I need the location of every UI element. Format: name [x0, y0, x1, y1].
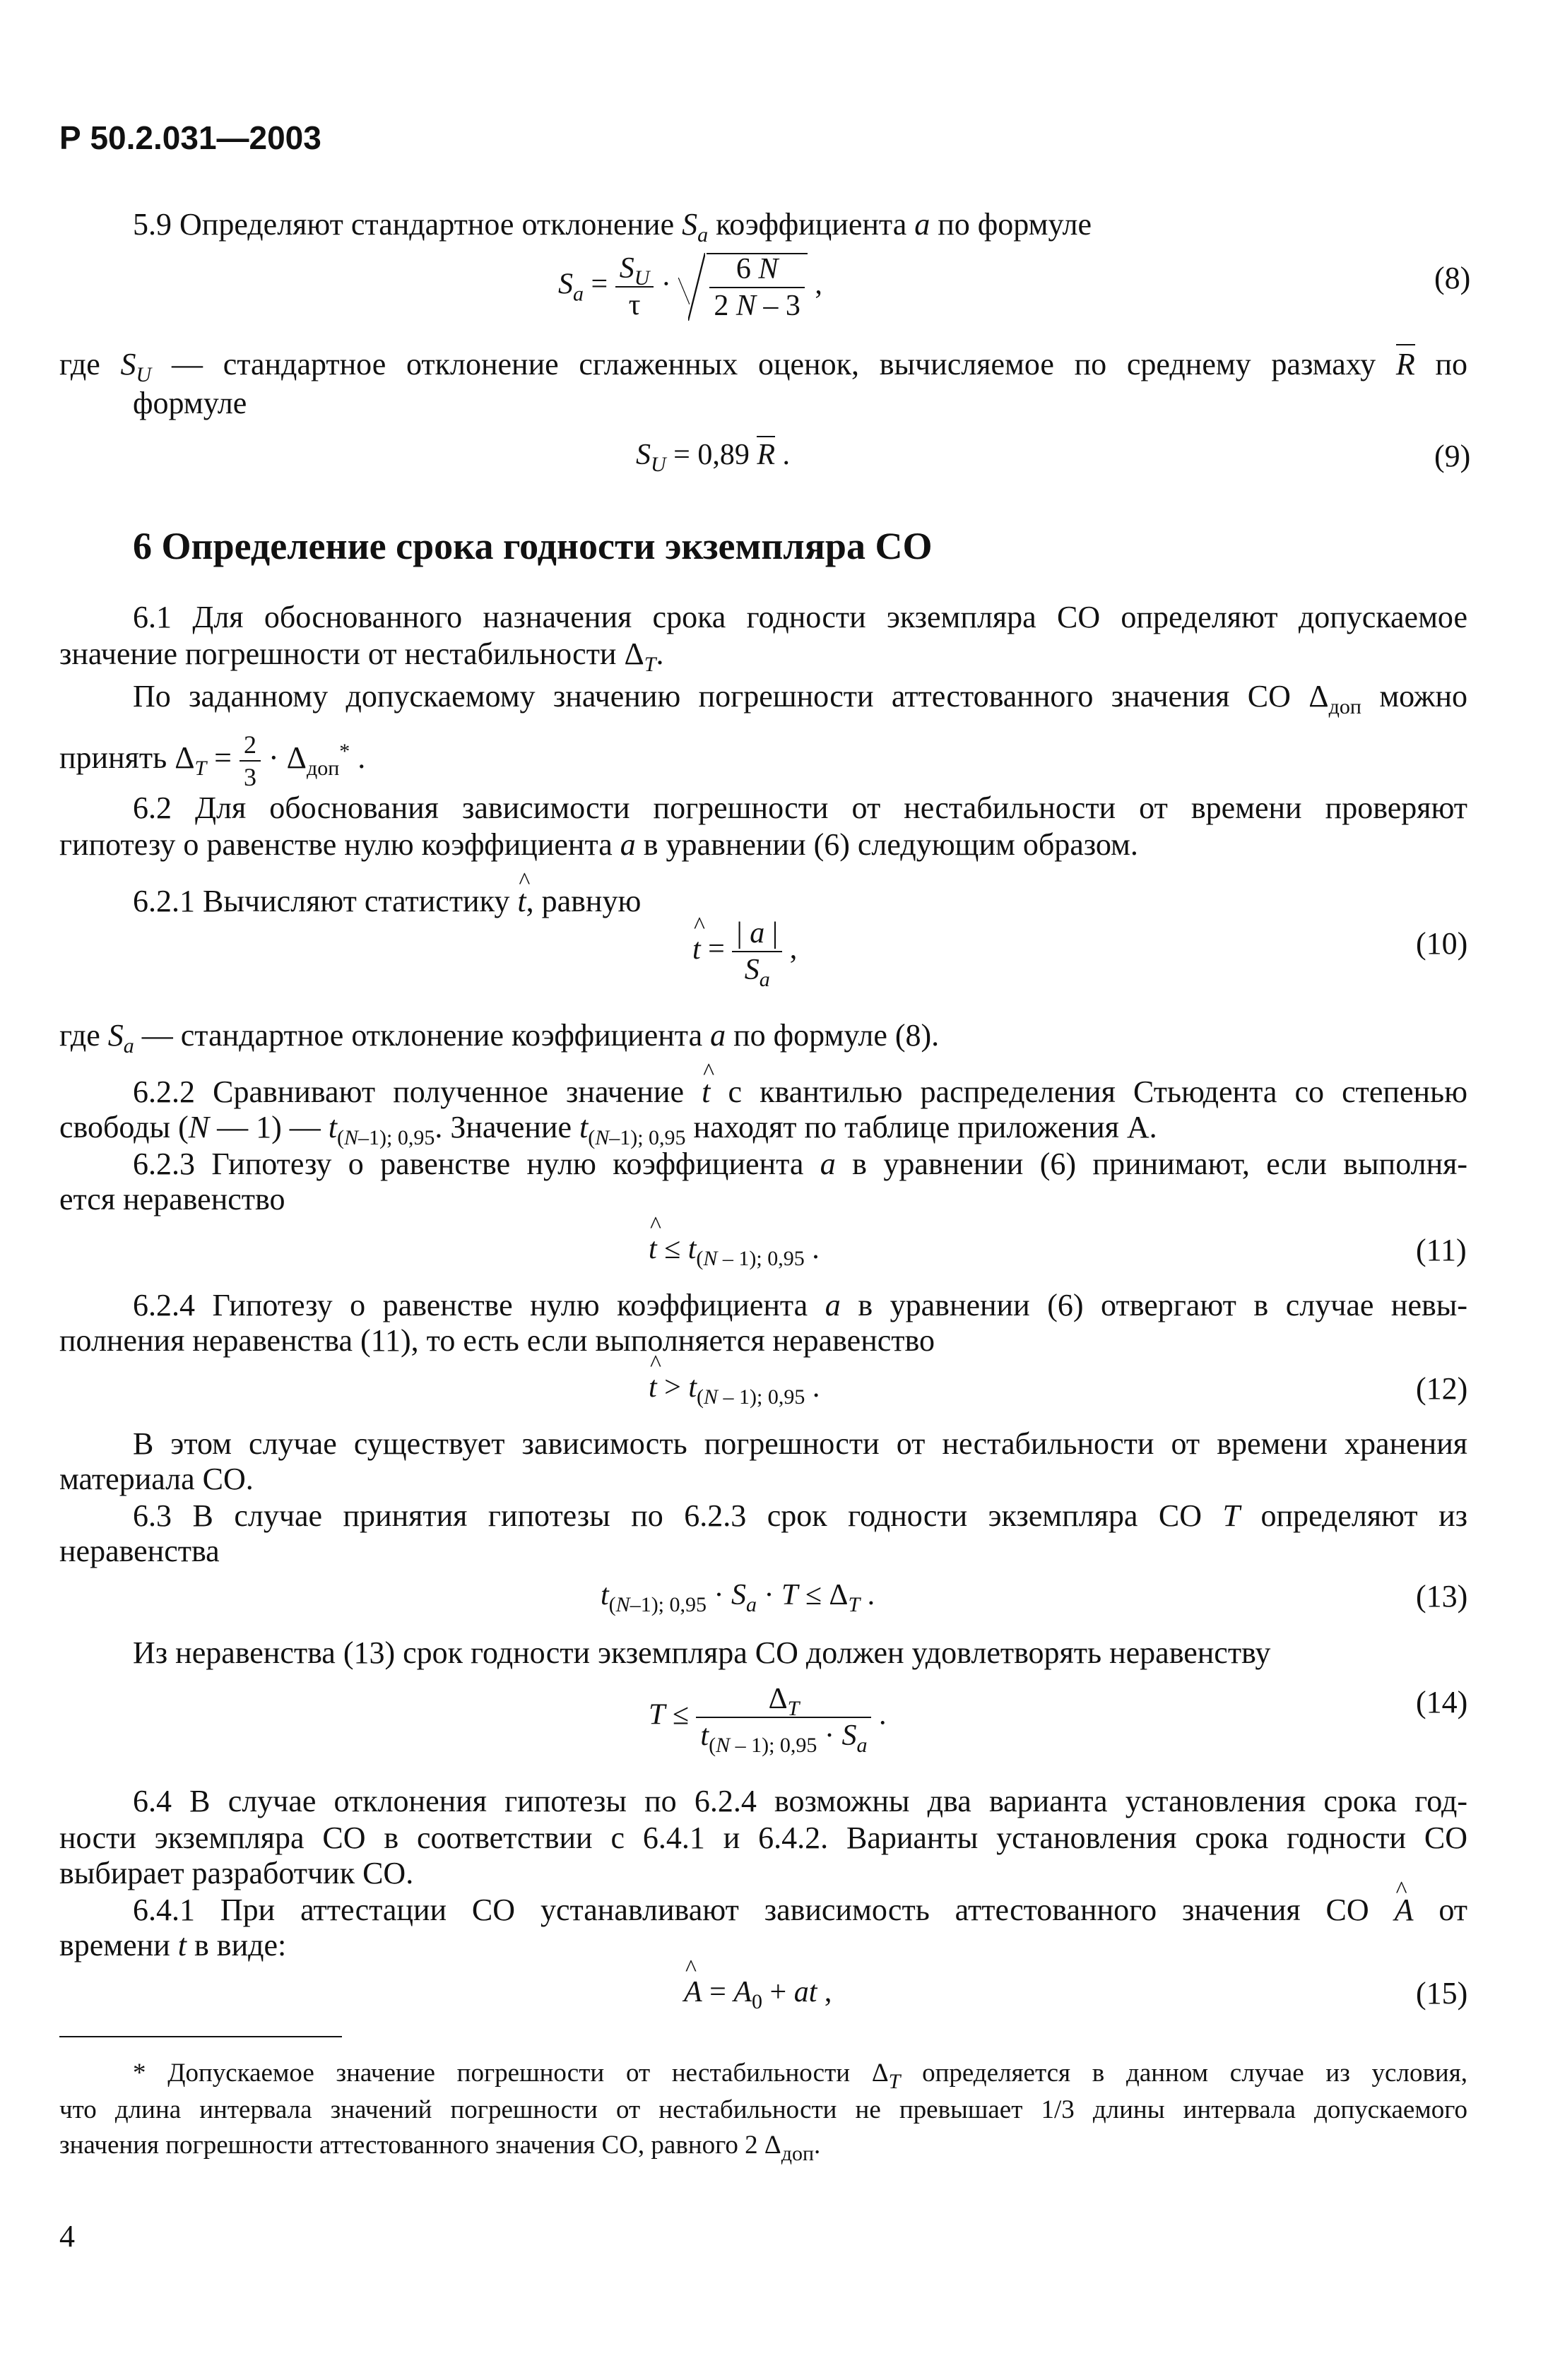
formula-10: ^ t = $\frac{| a |}{S_a}$ ,: [692, 918, 797, 985]
paragraph-5-9-text: 5.9 Определяют стандартное отклонение: [133, 207, 675, 242]
equation-number-10: (10): [1416, 926, 1468, 961]
paragraph-5-9-text-2: коэффициента: [716, 207, 907, 242]
equation-number-8: (8): [1434, 261, 1471, 295]
paragraph-6-2-4-line2: полнения неравенства (11), то есть если выполняется неравенство: [59, 1323, 935, 1358]
paragraph-6-1b-line2: принять $\Delta_T$ = $\frac{2}{3}$ · $\Delta_{доп}^*$ .: [59, 730, 366, 791]
paragraph-6-2-4-line1: 6.2.4 Гипотезу о равенстве нулю коэффициента a в уравнении (6) отвергают в случае невы-: [133, 1288, 1467, 1322]
paragraph-6-2-3-line1: 6.2.3 Гипотезу о равенстве нулю коэффициента a в уравнении (6) принимают, если выполня-: [133, 1147, 1468, 1181]
coefficient-a: a: [914, 207, 930, 242]
equation-number-13: (13): [1416, 1579, 1468, 1614]
formula-14: T ≤ $\frac{\Delta_T}{t_{(N - 1); 0,95} \cdot S_a}$ .: [649, 1683, 887, 1757]
paragraph-5-9: 5.9 Определяют стандартное отклонение $S_a$ коэффициента a по формуле: [133, 207, 1092, 247]
paragraph-6-2-2-line1: 6.2.2 Сравнивают полученное значение ^ t с квантилью распределения Стьюдента со степенью: [59, 1074, 1467, 1111]
paragraph-5-9-text-3: по формуле: [938, 207, 1092, 242]
formula-11: ^ $t \le t_{(N - 1); 0,95}$ .: [649, 1232, 820, 1266]
paragraph-6-4-line2: ности экземпляра СО в соответствии с 6.4.1 и 6.4.2. Варианты установления срока годности СО: [59, 1820, 1467, 1855]
footnote-line3: значения погрешности аттестованного значения СО, равного 2 $\Delta_{доп}$.: [59, 2131, 821, 2165]
where-su-line2: формуле: [133, 386, 247, 420]
where-sa: где $S_a$ — стандартное отклонение коэффициента a по формуле (8).: [59, 1018, 940, 1058]
equation-number-11: (11): [1416, 1233, 1467, 1267]
formula-13: $t_{(N-1); 0,95} \cdot S_a \cdot T \le \Delta_T$ .: [601, 1579, 875, 1616]
formula-9: $S_U = 0,89$ R .: [636, 438, 790, 472]
equation-number-9: (9): [1434, 439, 1471, 473]
section-6-title: 6 Определение срока годности экземпляра СО: [133, 525, 933, 567]
page-number: 4: [59, 2219, 75, 2254]
paragraph-6-3b: Из неравенства (13) срок годности экземпляра СО должен удовлетворять неравенству: [133, 1635, 1271, 1670]
paragraph-6-3-line1: 6.3 В случае принятия гипотезы по 6.2.3 срок годности экземпляра СО T определяют из: [133, 1498, 1468, 1533]
equation-number-15: (15): [1416, 1976, 1468, 2011]
footnote-line2: что длина интервала значений погрешности от нестабильности не превышает 1/3 длины интервала допускаемого: [59, 2095, 1467, 2124]
paragraph-6-1-line2: значение погрешности от нестабильности $\Delta_T$.: [59, 637, 664, 676]
paragraph-6-4-line3: выбирает разработчик СО.: [59, 1856, 414, 1890]
footnote-rule: [59, 2036, 342, 2037]
paragraph-6-1b-line1: По заданному допускаемому значению погрешности аттестованного значения СО $\Delta_{доп}$ можно: [133, 679, 1468, 718]
equation-number-14: (14): [1416, 1685, 1468, 1719]
document-header-id: Р 50.2.031—2003: [59, 119, 321, 156]
paragraph-6-4-1-line2: времени t в виде:: [59, 1928, 287, 1962]
paragraph-6-2-3-line2: ется неравенство: [59, 1182, 285, 1216]
paragraph-6-2-2-line2: свободы (N — 1) — $t_{(N-1); 0,95}$. Значение $t_{(N-1); 0,95}$ находят по таблице приложения А.: [59, 1110, 1157, 1149]
formula-8: $S_a$ = $\frac{S_U}{\tau}$ · $\frac{6 N}{2 N - 3}$ ,: [558, 252, 822, 322]
paragraph-6-3-line2: неравенства: [59, 1534, 220, 1568]
formula-12: ^ $t > t_{(N - 1); 0,95}$ .: [649, 1370, 820, 1404]
paragraph-6-2-line1: 6.2 Для обоснования зависимости погрешности от нестабильности от времени проверяют: [133, 791, 1467, 825]
paragraph-6-4-1-line1: 6.4.1 При аттестации СО устанавливают зависимость аттестованного значения СО ^ A от: [59, 1892, 1467, 1929]
paragraph-6-2-4b-line1: В этом случае существует зависимость погрешности от нестабильности от времени хранения: [133, 1426, 1467, 1461]
paragraph-6-4-line1: 6.4 В случае отклонения гипотезы по 6.2.4 возможны два варианта установления срока год-: [133, 1784, 1467, 1818]
paragraph-6-1-line1: 6.1 Для обоснованного назначения срока годности экземпляра СО определяют допускаемое: [133, 600, 1467, 634]
paragraph-6-2-1: 6.2.1 Вычисляют статистику ^ t, равную: [133, 883, 641, 920]
where-su-line1: где $S_U$ — стандартное отклонение сглаженных оценок, вычисляемое по среднему размаху R по: [59, 346, 1467, 383]
equation-number-12: (12): [1416, 1371, 1468, 1406]
formula-15: ^ $A = A_0$ + at ,: [684, 1975, 832, 2009]
paragraph-6-2-4b-line2: материала СО.: [59, 1462, 254, 1496]
footnote-line1: * Допускаемое значение погрешности от нестабильности $\Delta_T$ определяется в данном случае из условия,: [133, 2059, 1467, 2093]
paragraph-6-2-line2: гипотезу о равенстве нулю коэффициента a в уравнении (6) следующим образом.: [59, 827, 1138, 862]
